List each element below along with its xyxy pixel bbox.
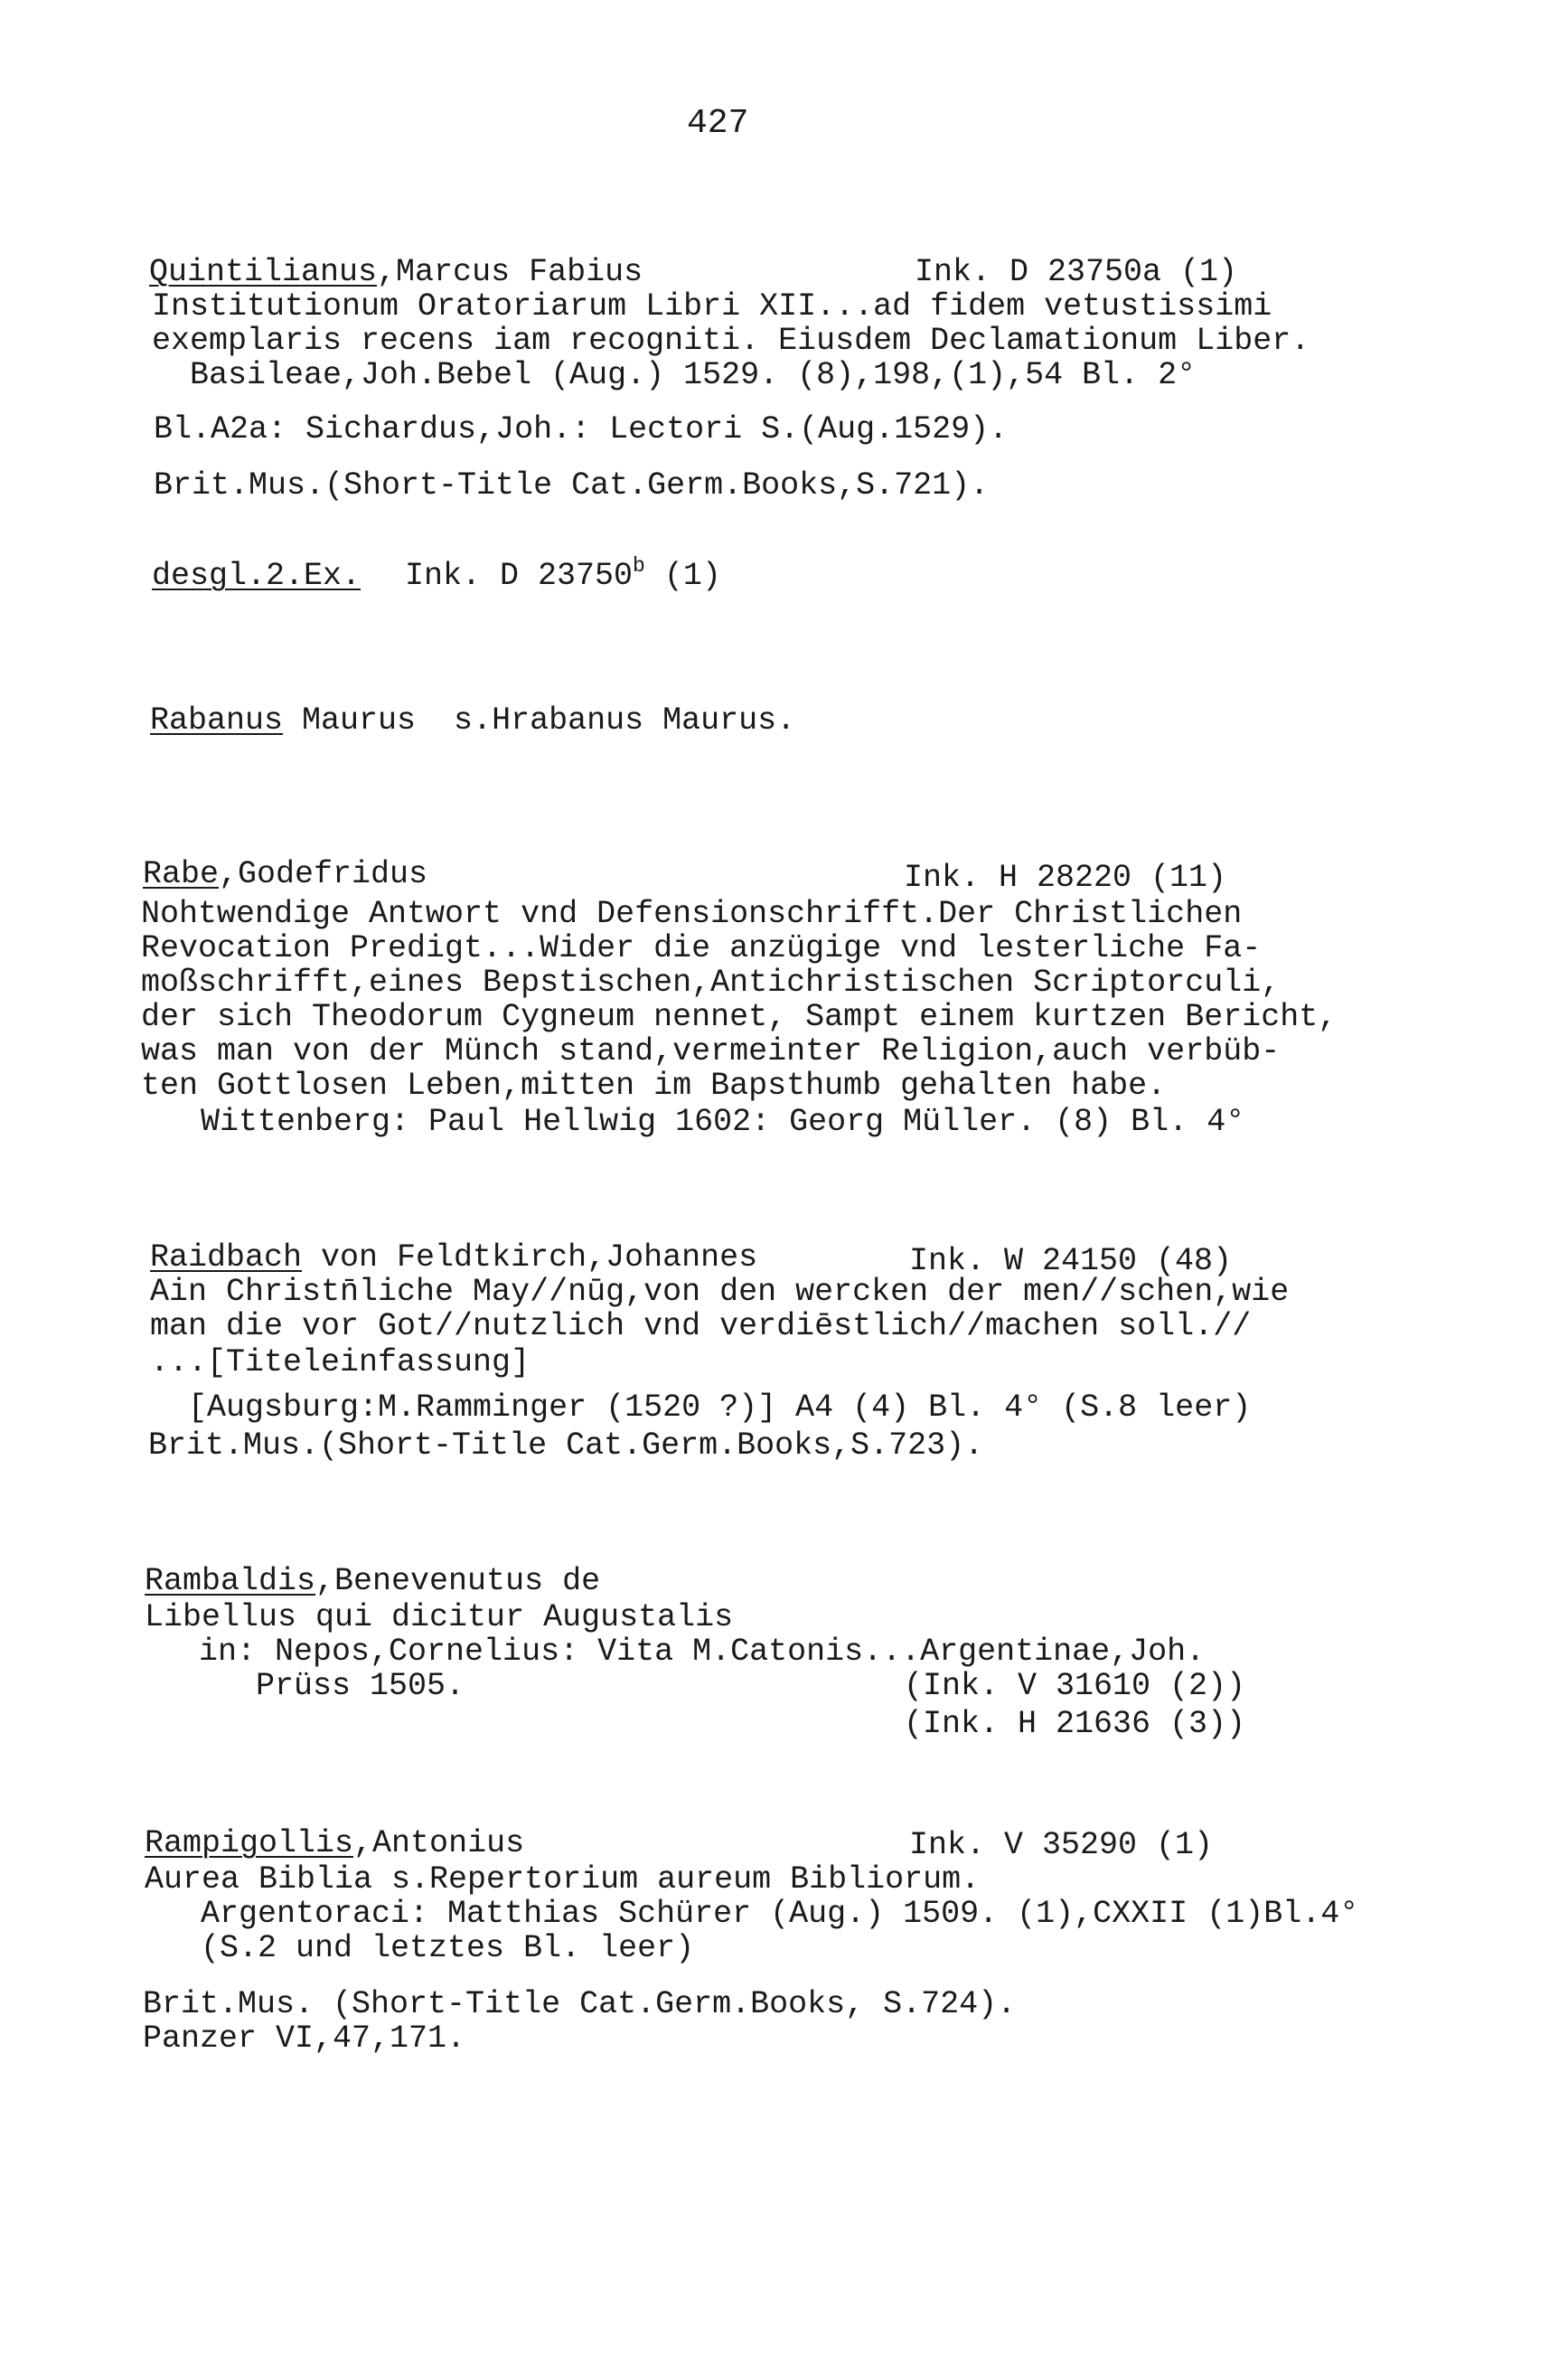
entry-signature: Ink. D 23750a (1) — [915, 254, 1238, 290]
heading-name: Rambaldis — [145, 1563, 316, 1599]
entry-line: Libellus qui dicitur Augustalis — [145, 1599, 734, 1635]
entry-line: Wittenberg: Paul Hellwig 1602: Georg Müller. (8) Bl. 4° — [163, 1104, 1245, 1140]
page-number: 427 — [687, 104, 749, 143]
signature-text: Ink. D 23750 — [405, 558, 634, 594]
entry-line: Prüss 1505. — [161, 1668, 465, 1704]
entry-line: moßschrifft,eines Bepstischen,Antichristischen Scriptorculi, — [141, 965, 1281, 1001]
entry-heading — [145, 1826, 524, 1860]
heading-name: Raidbach — [150, 1239, 303, 1276]
heading-name: Quintilianus — [149, 254, 378, 290]
entry-heading — [145, 1564, 600, 1598]
heading-rest: von Feldtkirch,Johannes — [302, 1239, 758, 1276]
entry-note: Brit.Mus.(Short-Title Cat.Germ.Books,S.721). — [154, 467, 990, 504]
entry-line: Basileae,Joh.Bebel (Aug.) 1529. (8),198,(1),54 Bl. 2° — [152, 357, 1197, 393]
entry-line: Brit.Mus.(Short-Title Cat.Germ.Books,S.723). — [148, 1427, 984, 1464]
entry-note: Panzer VI,47,171. — [143, 2020, 466, 2057]
entry-note: Brit.Mus. (Short-Title Cat.Germ.Books, S.724). — [143, 1986, 1017, 2022]
entry-heading: desgl.2.Ex. — [152, 558, 361, 594]
entry-note: Bl.A2a: Sichardus,Joh.: Lectori S.(Aug.1529). — [154, 411, 1009, 447]
heading-rest: ,Benevenutus de — [315, 1563, 601, 1599]
entry-line: Revocation Predigt...Wider die anzügige vnd lesterliche Fa- — [141, 930, 1262, 966]
entry-line: exemplaris recens iam recogniti. Eiusdem Declamationum Liber. — [152, 323, 1310, 359]
heading-name: Rampigollis — [145, 1825, 354, 1861]
entry-line: Aurea Biblia s.Repertorium aureum Bibliorum. — [145, 1861, 981, 1898]
entry-heading — [149, 255, 643, 289]
entry-signature: (Ink. H 21636 (3)) — [904, 1706, 1246, 1742]
entry-signature: Ink. H 28220 (11) — [904, 860, 1227, 896]
entry-line: der sich Theodorum Cygneum nennet, Sampt einem kurtzen Bericht, — [141, 999, 1338, 1035]
entry-line: was man von der Münch stand,vermeinter Religion,auch verbüb- — [141, 1033, 1281, 1069]
entry-line: Nohtwendige Antwort vnd Defensionschrifft.Der Christlichen — [141, 896, 1243, 932]
entry-line: ...[Titeleinfassung] — [150, 1344, 530, 1380]
entry-line: Ain Christn̄liche May//nūg,von den wercken der men//schen,wie — [150, 1274, 1290, 1310]
entry-line: Argentoraci: Matthias Schürer (Aug.) 1509. (1),CXXII (1)Bl.4° — [163, 1896, 1359, 1932]
entry-line: [Augsburg:M.Ramminger (1520 ?)] A4 (4) Bl. 4° (S.8 leer) — [150, 1389, 1252, 1426]
entry-line: in: Nepos,Cornelius: Vita M.Catonis...Argentinae,Joh. — [161, 1634, 1206, 1670]
entry-heading — [143, 857, 427, 891]
entry-signature: Ink. W 24150 (48) — [909, 1243, 1233, 1279]
entry-heading — [150, 1240, 757, 1275]
heading-rest: ,Marcus Fabius — [377, 254, 643, 290]
signature-superscript: b — [633, 554, 645, 578]
signature-tail: (1) — [644, 558, 721, 594]
entry-line: (S.2 und letztes Bl. leer) — [163, 1930, 695, 1966]
heading-name: Rabanus — [150, 702, 284, 739]
entry-line: ten Gottlosen Leben,mitten im Bapsthumb gehalten habe. — [141, 1068, 1167, 1104]
entry-signature — [405, 554, 721, 596]
entry-signature: (Ink. V 31610 (2)) — [904, 1668, 1246, 1704]
entry-line: man die vor Got//nutzlich vnd verdiēstlich//machen soll.// — [150, 1308, 1252, 1344]
heading-name: Rabe — [143, 856, 220, 892]
heading-rest: ,Godefridus — [219, 856, 428, 892]
heading-rest: ,Antonius — [353, 1825, 525, 1861]
entry-line: Institutionum Oratoriarum Libri XII...ad fidem vetustissimi — [152, 288, 1272, 325]
entry-signature: Ink. V 35290 (1) — [909, 1827, 1214, 1863]
heading-rest: Maurus s.Hrabanus Maurus. — [283, 702, 796, 739]
entry-heading — [150, 703, 795, 738]
